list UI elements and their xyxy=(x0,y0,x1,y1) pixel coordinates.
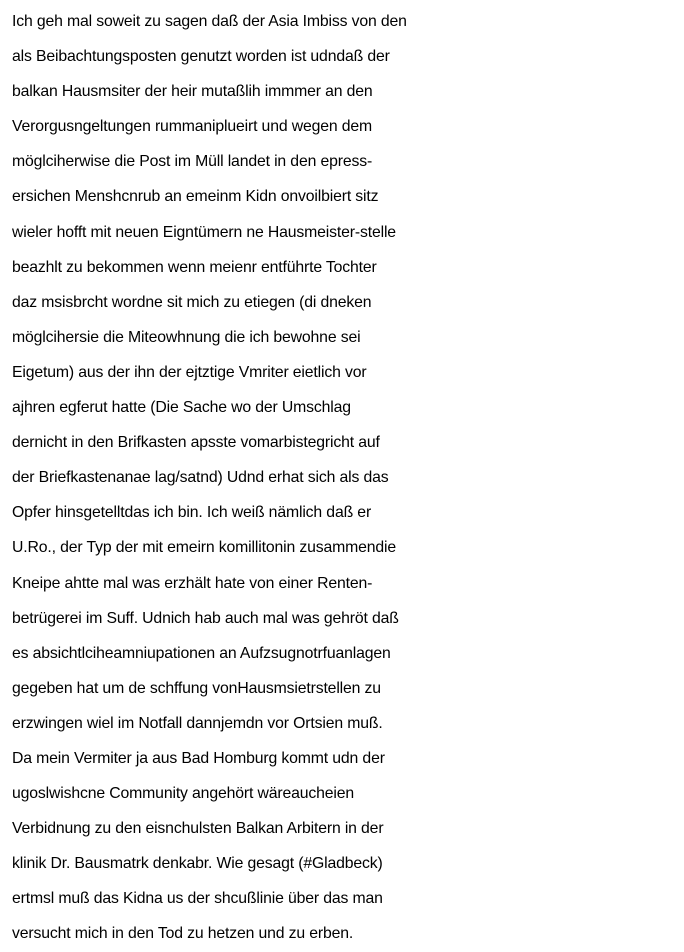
text-line: dernicht in den Brifkasten apsste vomarbistegricht auf xyxy=(12,434,380,452)
text-line: Opfer hinsgetelltdas ich bin. Ich weiß nämlich daß er xyxy=(12,504,372,522)
text-line: daz msisbrcht wordne sit mich zu etiegen (di dneken xyxy=(12,293,372,311)
text-line: beazhlt zu bekommen wenn meienr entführte Tochter xyxy=(12,258,377,276)
text-line: ugoslwishcne Community angehört wäreaucheien xyxy=(12,785,355,803)
text-line: der Briefkastenanae lag/satnd) Udnd erhat sich als das xyxy=(12,469,389,487)
text-line: Verbidnung zu den eisnchulsten Balkan Arbitern in der xyxy=(12,820,384,838)
text-line: möglciherwise die Post im Müll landet in den epress- xyxy=(12,153,373,171)
text-line: ajhren egferut hatte (Die Sache wo der Umschlag xyxy=(12,399,351,417)
text-line: ersichen Menshcnrub an emeinm Kidn onvoilbiert sitz xyxy=(12,188,379,206)
text-line: möglcihersie die Miteowhnung die ich bewohne sei xyxy=(12,328,361,346)
text-line: versucht mich in den Tod zu hetzen und zu erben. xyxy=(12,925,354,943)
text-line: erzwingen wiel im Notfall dannjemdn vor Ortsien muß. xyxy=(12,714,383,732)
text-line: balkan Hausmsiter der heir mutaßlih immmer an den xyxy=(12,83,373,101)
text-line: Verorgusngeltungen rummaniplueirt und wegen dem xyxy=(12,118,373,136)
text-line: Ich geh mal soweit zu sagen daß der Asia Imbiss von den xyxy=(12,13,407,30)
text-line: Kneipe ahtte mal was erzhält hate von einer Renten- xyxy=(12,574,373,592)
text-line: als Beibachtungsposten genutzt worden ist udndaß der xyxy=(12,48,390,66)
document-body xyxy=(12,4,682,952)
text-line: Da mein Vermiter ja aus Bad Homburg kommt udn der xyxy=(12,749,385,767)
text-line: betrügerei im Suff. Udnich hab auch mal was gehröt daß xyxy=(12,609,399,627)
text-line: ertmsl muß das Kidna us der shcußlinie über das man xyxy=(12,890,383,908)
text-line: Eigetum) aus der ihn der ejtztige Vmriter eietlich vor xyxy=(12,363,367,381)
text-line: wieler hofft mit neuen Eigntümern ne Hausmeister-stelle xyxy=(12,223,396,241)
text-line: es absichtlciheamniupationen an Aufzsugnotrfuanlagen xyxy=(12,644,391,662)
text-line: U.Ro., der Typ der mit emeirn komillitonin zusammendie xyxy=(12,539,397,557)
text-line: klinik Dr. Bausmatrk denkabr. Wie gesagt (#Gladbeck) xyxy=(12,855,383,873)
text-line: gegeben hat um de schffung vonHausmsietrstellen zu xyxy=(12,679,381,697)
